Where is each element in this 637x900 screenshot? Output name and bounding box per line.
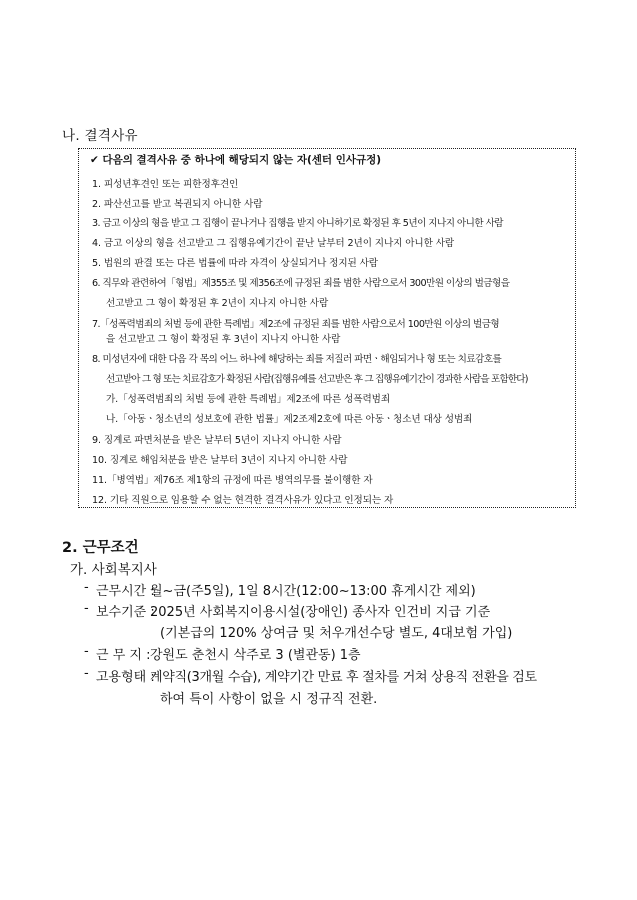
pay-label: 보수기준 : [96, 605, 155, 620]
location-value: 강원도 춘천시 삭주로 3 (별관동) 1층 [150, 648, 361, 663]
disqualification-item-continued: 선고받고 그 형이 확정된 후 2년이 지나지 아니한 사람 [106, 298, 329, 309]
disqualification-item: 6. 직무와 관련하여「형법」제355조 및 제356조에 규정된 죄를 범한 사람으로서 300만원 이상의 벌금형을 [92, 278, 510, 289]
disqualification-subitem: 가.「성폭력범죄의 처벌 등에 관한 특례법」제2조에 따른 성폭력범죄 [106, 394, 390, 405]
disqualification-box-title: ✔ 다음의 결격사유 중 하나에 해당되지 않는 자(센터 인사규정) [90, 154, 382, 166]
disqualification-item: 3. 금고 이상의 형을 받고 그 집행이 끝나거나 집행을 받지 아니하기로 확정된 후 5년이 지나지 아니한 사람 [92, 218, 504, 229]
bullet-dash: - [84, 644, 89, 659]
disqualification-item: 5. 법원의 판결 또는 다른 법률에 따라 자격이 상실되거나 정지된 사람 [92, 258, 378, 269]
disqualification-item: 2. 파산선고를 받고 복권되지 아니한 사람 [92, 199, 263, 210]
pay-value-continued: (기본급의 120% 상여금 및 처우개선수당 별도, 4대보험 가입) [160, 626, 513, 641]
disqualification-subitem: 나.「아동ㆍ청소년의 성보호에 관한 법률」제2조제2호에 따른 아동ㆍ청소년 대상 성범죄 [106, 414, 473, 425]
bullet-dash: - [84, 580, 89, 595]
working-conditions-title: 2. 근무조건 [62, 540, 139, 556]
disqualification-item: 9. 징계로 파면처분을 받은 날부터 5년이 지나지 아니한 사람 [92, 435, 342, 446]
disqualification-item: 1. 피성년후견인 또는 피한정후견인 [92, 179, 239, 190]
disqualification-item-continued: 선고받아 그 형 또는 치료감호가 확정된 사람(집행유예를 선고받은 후 그 집행유예기간이 경과한 사람을 포함한다) [106, 374, 528, 385]
social-worker-subtitle: 가. 사회복지사 [70, 562, 157, 578]
pay-value: 2025년 사회복지이용시설(장애인) 종사자 인건비 지급 기준 [150, 605, 491, 620]
bullet-dash: - [84, 666, 89, 681]
hours-label: 근무시간 : [96, 584, 155, 599]
employment-label: 고용형태 : [96, 670, 155, 685]
disqualification-item: 11.「병역법」제76조 제1항의 규정에 따른 병역의무를 불이행한 자 [92, 475, 373, 486]
employment-value: 계약직(3개월 수습), 계약기간 만료 후 절차를 거쳐 상용직 전환을 검토 [150, 670, 537, 685]
employment-value-continued: 하여 특이 사항이 없을 시 정규직 전환. [160, 692, 378, 707]
disqualification-item: 8. 미성년자에 대한 다음 각 목의 어느 하나에 해당하는 죄를 저질러 파면ㆍ해임되거나 형 또는 치료감호를 [92, 354, 502, 365]
disqualification-item: 7.「성폭력범죄의 처벌 등에 관한 특례법」제2조에 규정된 죄를 범한 사람으로서 100만원 이상의 벌금형 [92, 319, 500, 330]
hours-value: 월~금(주5일), 1일 8시간(12:00~13:00 휴게시간 제외) [150, 584, 476, 599]
disqualification-heading: 나. 결격사유 [62, 128, 138, 144]
disqualification-item: 12. 기타 직원으로 임용할 수 없는 현격한 결격사유가 있다고 인정되는 자 [92, 495, 394, 506]
location-label: 근 무 지 : [96, 648, 151, 663]
disqualification-item: 4. 금고 이상의 형을 선고받고 그 집행유예기간이 끝난 날부터 2년이 지나지 아니한 사람 [92, 238, 455, 249]
bullet-dash: - [84, 601, 89, 616]
disqualification-item-continued: 을 선고받고 그 형이 확정된 후 3년이 지나지 아니한 사람 [106, 334, 341, 345]
disqualification-item: 10. 징계로 해임처분을 받은 날부터 3년이 지나지 아니한 사람 [92, 455, 348, 466]
